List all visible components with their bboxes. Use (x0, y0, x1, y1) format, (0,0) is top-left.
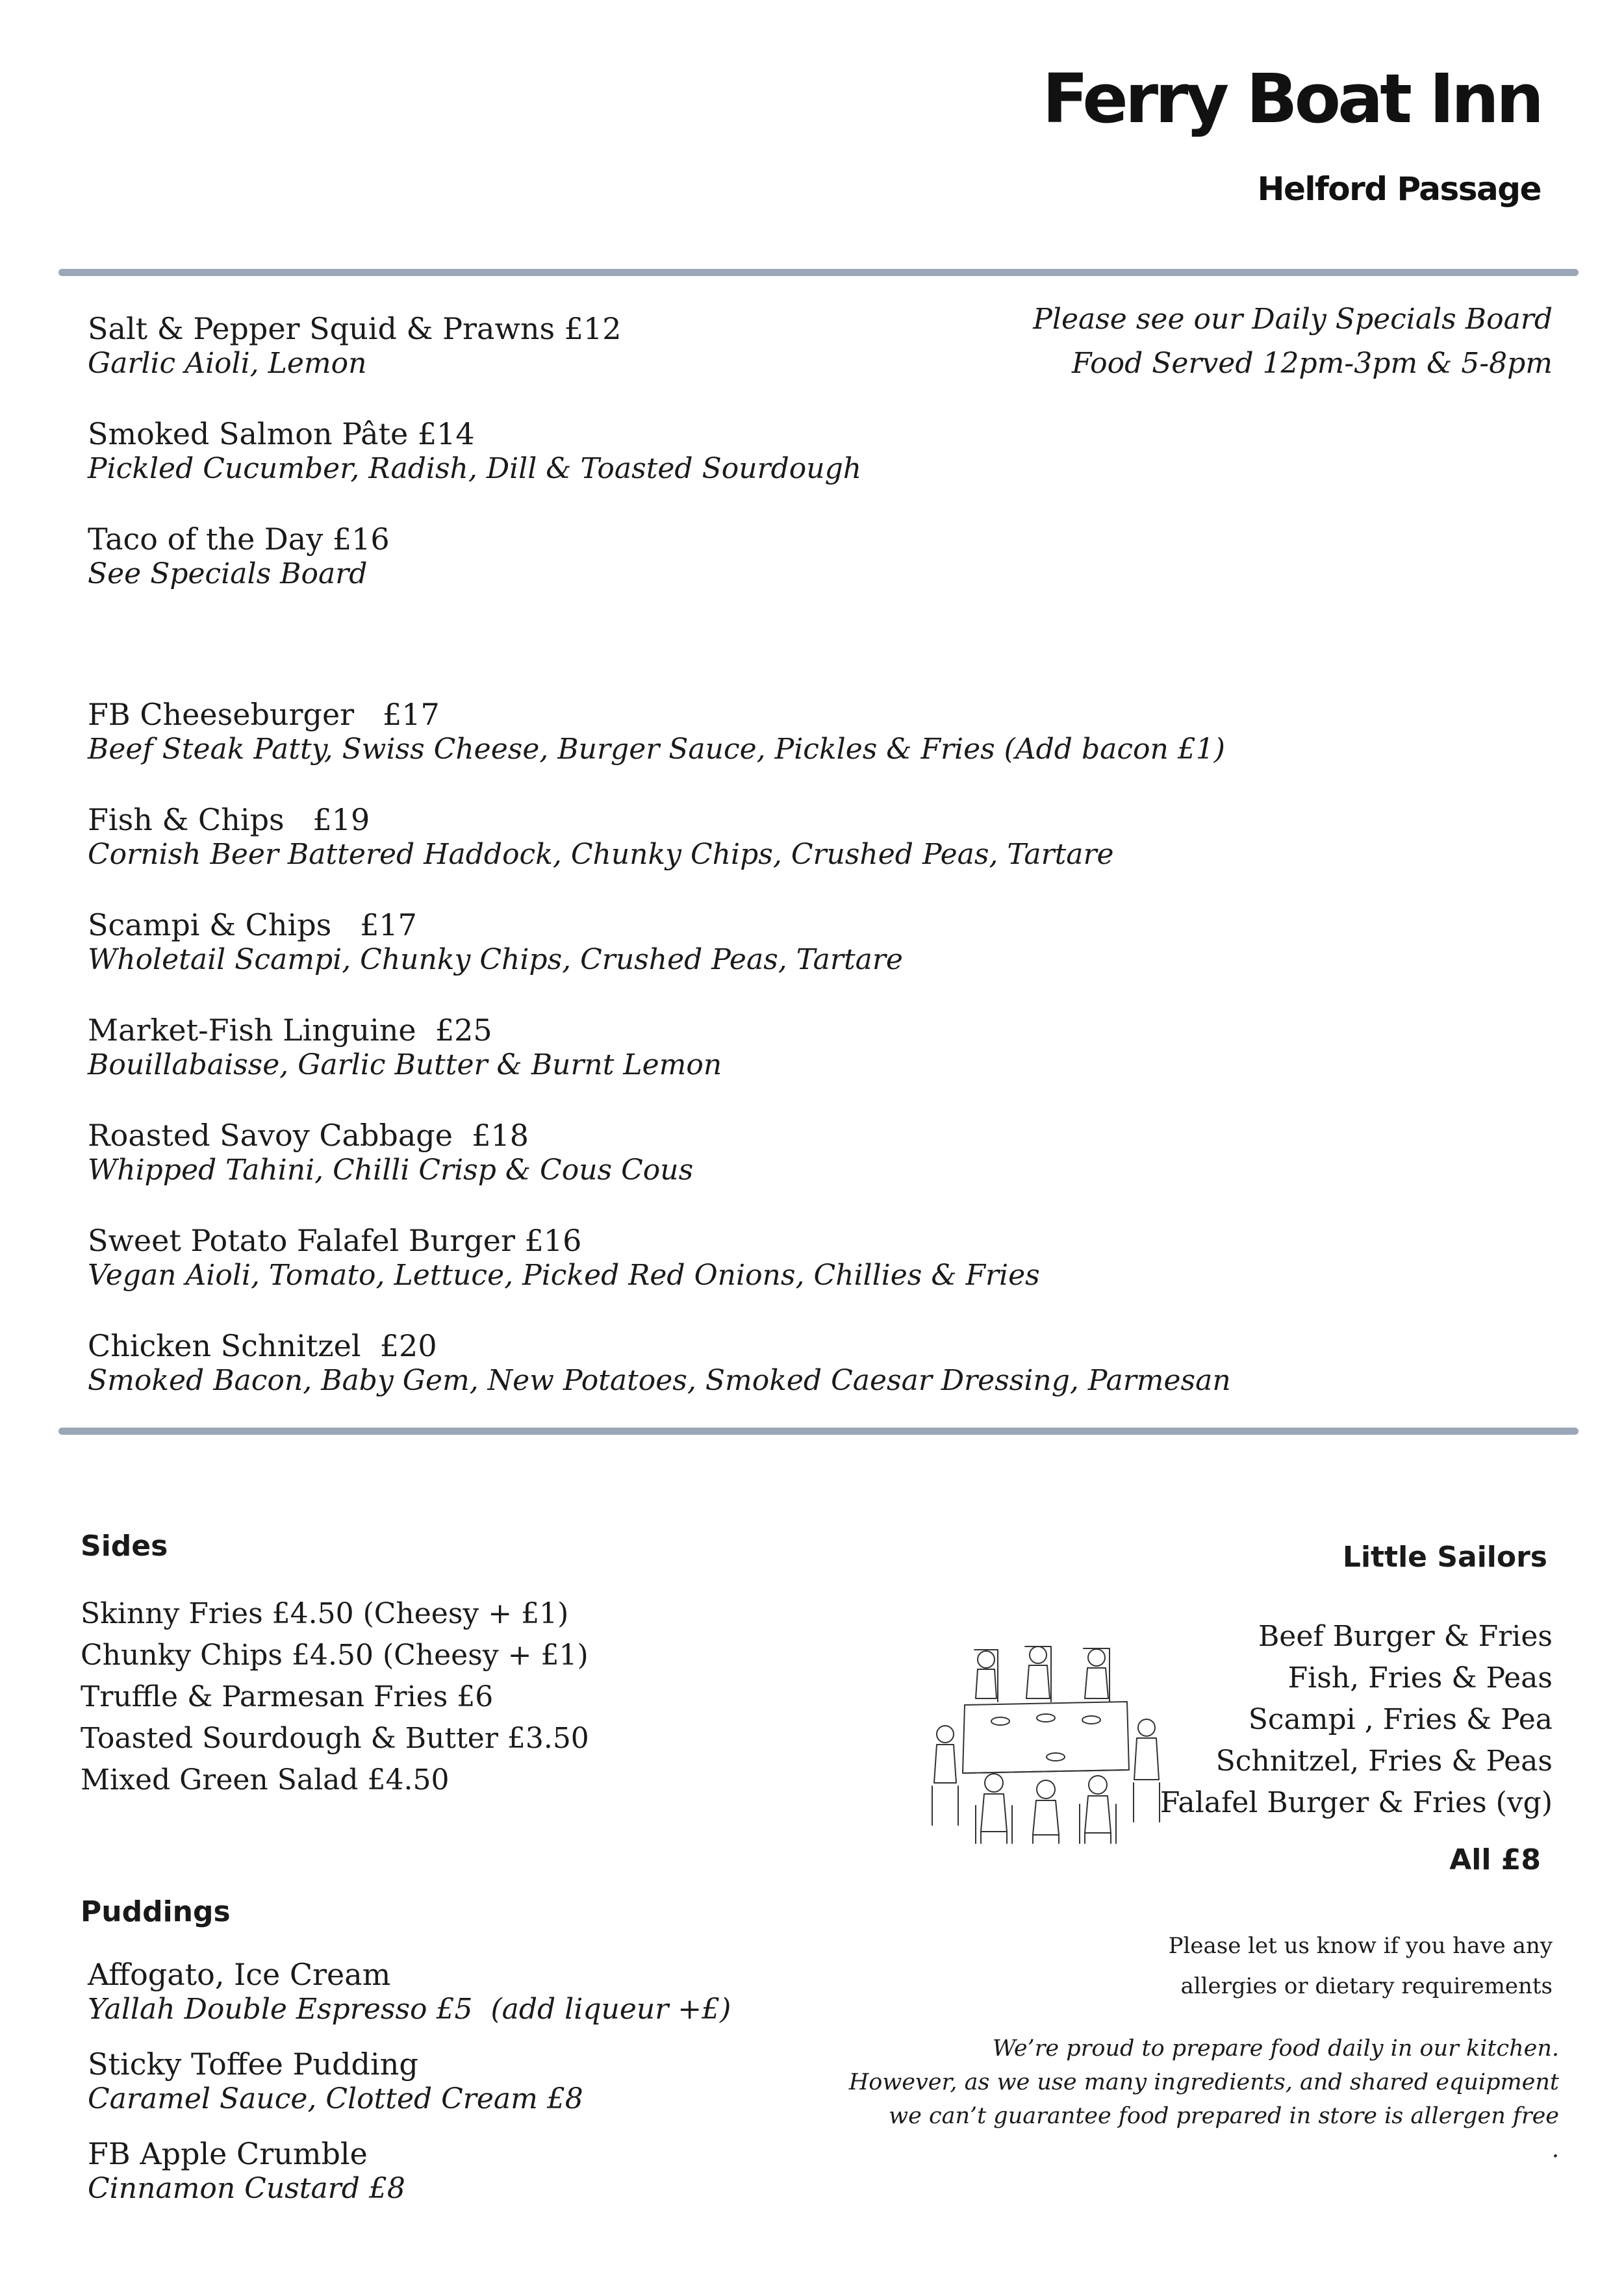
menu-item-starter (88, 310, 622, 381)
little-sailors-heading: Little Sailors (1342, 1541, 1547, 1574)
menu-item-main (88, 801, 1114, 872)
menu-item-title: FB Cheeseburger £17 (88, 697, 440, 732)
menu-item-title: Sweet Potato Falafel Burger £16 (88, 1223, 582, 1258)
list-item: Falafel Burger & Fries (vg) (1160, 1786, 1553, 1819)
menu-item-title: Affogato, Ice Cream (88, 1957, 391, 1992)
menu-item-pudding (88, 1956, 731, 2026)
little-sailors-list (1160, 1616, 1553, 1824)
allergy-note (1169, 1926, 1553, 2006)
menu-item-description: Bouillabaisse, Garlic Butter & Burnt Lemon (88, 1048, 722, 1081)
list-item: Mixed Green Salad £4.50 (81, 1763, 450, 1797)
allergy-note-line: allergies or dietary requirements (1180, 1973, 1553, 1999)
menu-item-title: Sticky Toffee Pudding (88, 2047, 418, 2082)
sides-list (81, 1593, 589, 1801)
menu-item-title: Scampi & Chips £17 (88, 907, 417, 942)
menu-item-main (88, 1328, 1231, 1398)
menu-item-starter (88, 416, 861, 486)
list-item: Skinny Fries £4.50 (Cheesy + £1) (81, 1597, 569, 1630)
menu-item-description: Yallah Double Espresso £5 (add liqueur +£) (88, 1993, 731, 2026)
disclaimer-line: However, as we use many ingredients, and shared equipment (848, 2069, 1559, 2095)
list-item: Beef Burger & Fries (1258, 1620, 1553, 1653)
restaurant-location: Helford Passage (1257, 170, 1541, 208)
menu-item-main (88, 907, 903, 977)
menu-item-title: Chicken Schnitzel £20 (88, 1328, 437, 1363)
puddings-heading: Puddings (81, 1895, 231, 1928)
list-item: Scampi , Fries & Pea (1248, 1703, 1553, 1736)
menu-item-description: Vegan Aioli, Tomato, Lettuce, Picked Red Onions, Chillies & Fries (88, 1259, 1040, 1292)
disclaimer-line: We’re proud to prepare food daily in our kitchen. (992, 2036, 1559, 2062)
specials-board-line: Please see our Daily Specials Board (1033, 303, 1553, 336)
disclaimer-line: . (1551, 2137, 1559, 2163)
menu-item-description: Cinnamon Custard £8 (88, 2172, 405, 2205)
menu-item-description: Whipped Tahini, Chilli Crisp & Cous Cous (88, 1154, 694, 1187)
list-item: Toasted Sourdough & Butter £3.50 (81, 1722, 589, 1755)
restaurant-header (1042, 59, 1541, 208)
menu-item-title: Salt & Pepper Squid & Prawns £12 (88, 311, 622, 346)
menu-item-main (88, 1222, 1040, 1293)
list-item: Schnitzel, Fries & Peas (1215, 1745, 1553, 1778)
disclaimer-line: we can’t guarantee food prepared in store is allergen free (889, 2103, 1559, 2129)
menu-item-title: Taco of the Day £16 (88, 522, 390, 557)
restaurant-name: Ferry Boat Inn (1042, 59, 1541, 138)
list-item: Fish, Fries & Peas (1288, 1661, 1553, 1695)
menu-item-description: Garlic Aioli, Lemon (88, 347, 367, 380)
list-item: Chunky Chips £4.50 (Cheesy + £1) (81, 1639, 589, 1672)
menu-item-description: Beef Steak Patty, Swiss Cheese, Burger Sauce, Pickles & Fries (Add bacon £1) (88, 733, 1225, 766)
menu-item-main (88, 1117, 693, 1187)
little-sailors-price: All £8 (1449, 1843, 1541, 1876)
menu-item-description: Wholetail Scampi, Chunky Chips, Crushed Peas, Tartare (88, 943, 903, 976)
menu-item-main (88, 1012, 722, 1082)
sides-heading: Sides (81, 1530, 168, 1563)
food-served-line: Food Served 12pm-3pm & 5-8pm (1071, 347, 1553, 380)
menu-item-pudding (88, 2046, 583, 2116)
menu-item-description: Cornish Beer Battered Haddock, Chunky Chips, Crushed Peas, Tartare (88, 838, 1114, 871)
divider-top (58, 269, 1579, 276)
specials-note (1033, 297, 1553, 386)
menu-item-title: FB Apple Crumble (88, 2136, 368, 2171)
menu-item-description: Smoked Bacon, Baby Gem, New Potatoes, Smoked Caesar Dressing, Parmesan (88, 1364, 1231, 1397)
list-item: Truffle & Parmesan Fries £6 (81, 1680, 494, 1713)
divider-bottom (58, 1428, 1579, 1435)
menu-item-main (88, 696, 1225, 766)
menu-item-title: Fish & Chips £19 (88, 802, 370, 837)
children-dining-icon (922, 1637, 1169, 1847)
menu-item-title: Smoked Salmon Pâte £14 (88, 416, 475, 451)
allergy-note-line: Please let us know if you have any (1168, 1933, 1553, 1959)
menu-item-description: See Specials Board (88, 557, 368, 590)
menu-item-title: Roasted Savoy Cabbage £18 (88, 1118, 529, 1153)
menu-item-pudding (88, 2136, 405, 2206)
allergen-disclaimer (849, 2032, 1559, 2167)
menu-item-title: Market-Fish Linguine £25 (88, 1013, 492, 1048)
menu-item-description: Pickled Cucumber, Radish, Dill & Toasted Sourdough (88, 452, 862, 485)
menu-item-description: Caramel Sauce, Clotted Cream £8 (88, 2082, 583, 2115)
menu-item-starter (88, 521, 390, 591)
